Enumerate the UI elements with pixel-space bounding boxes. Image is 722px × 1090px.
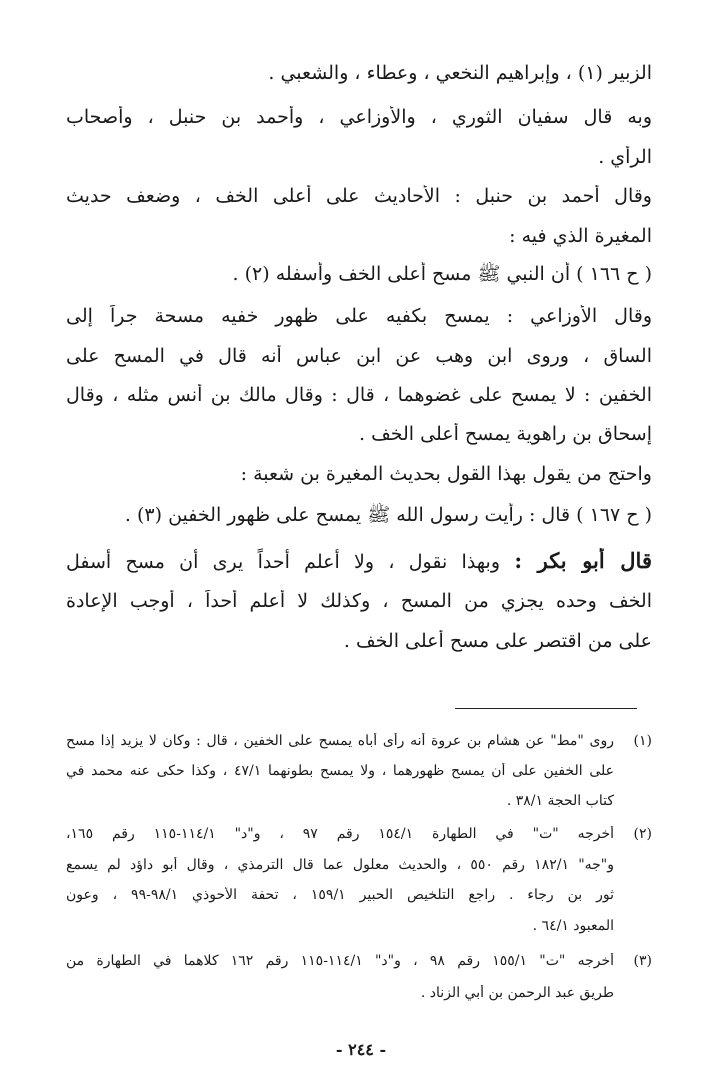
footnote-line: و"جه" ١٨٢/١ رقم ٥٥٠ ، والحديث معلول عما قال الترمذي ، وقال أبو داؤد لم يسمع: [66, 857, 614, 873]
text-span: وبهذا نقول ، ولا أعلم أحداً يرى أن مسح أسفل: [66, 551, 501, 573]
footnote-separator: [455, 708, 637, 709]
text-line: على من اقتصر على مسح أعلى الخف .: [343, 630, 652, 652]
hadith-number: ( ح ١٦٦ ): [576, 263, 652, 285]
hadith-167: [66, 503, 652, 531]
text-line: المغيرة الذي فيه :: [509, 225, 652, 247]
text-line: الخف وحده يجزي من المسح ، وكذلك لا أعلم أحداً ، أوجب الإعادة: [66, 590, 652, 612]
abu-bakr-heading: قال أبو بكر :: [514, 548, 652, 573]
text-line: وبه قال سفيان الثوري ، والأوزاعي ، وأحمد بن حنبل ، وأصحاب: [66, 106, 652, 128]
footnote-line: على الخفين على أن يمسح ظهورهما ، ولا يمسح بطونهما ٤٧/١ ، وكذا حكى عنه محمد في: [66, 763, 614, 779]
text-line: الرأي .: [598, 146, 652, 168]
text-line: وقال الأوزاعي : يمسح بكفيه على ظهور خفيه مسحة جراً إلى: [66, 305, 652, 327]
text-line: الخفين : لا يمسح على غضوهما ، قال : وقال مالك بن أنس مثله ، وقال: [66, 384, 652, 406]
footnote-number: (١): [633, 733, 652, 749]
text-line: الزبير (١) ، وإبراهيم النخعي ، وعطاء ، والشعبي .: [268, 62, 652, 84]
text-line: [66, 548, 652, 573]
text-line: الساق ، وروى ابن وهب عن ابن عباس أنه قال في المسح على: [66, 345, 652, 367]
footnote-line: المعبود ٦٤/١ .: [532, 918, 614, 934]
footnote-line: أخرجه "ت" في الطهارة ١٥٤/١ رقم ٩٧ ، و"د" ١١٤/١-١١٥ رقم ١٦٥،: [66, 826, 614, 842]
text-line: واحتج من يقول بهذا القول بحديث المغيرة بن شعبة :: [240, 463, 652, 485]
hadith-number: ( ح ١٦٧ ): [576, 504, 652, 526]
footnote-number: (٢): [633, 826, 652, 842]
footnote-line: ثور بن رجاء . راجع التلخيص الحبير ١٥٩/١ ، تحفة الأحوذي ٩٨/١-٩٩ ، وعون: [66, 887, 614, 903]
text-line: وقال أحمد بن حنبل : الأحاديث على أعلى الخف ، وضعف حديث: [66, 185, 652, 207]
text-line: إسحاق بن راهوية يمسح أعلى الخف .: [358, 423, 652, 445]
footnote-line: طريق عبد الرحمن بن أبي الزناد .: [420, 985, 614, 1001]
footnote-line: كتاب الحجة ٣٨/١ .: [506, 793, 614, 809]
page-number: - ٢٤٤ -: [335, 1040, 387, 1059]
footnote-number: (٣): [633, 953, 652, 969]
hadith-text: قال : رأيت رسول الله ﷺ يمسح على ظهور الخفين (٣) .: [124, 504, 571, 526]
footnote-line: أخرجه "ت" ١٥٥/١ رقم ٩٨ ، و"د" ١١٤/١-١١٥ رقم ١٦٢ كلاهما في الطهارة من: [66, 953, 614, 969]
hadith-166: [66, 262, 652, 290]
hadith-text: أن النبي ﷺ مسح أعلى الخف وأسفله (٢) .: [232, 263, 571, 285]
footnote-line: روى "مط" عن هشام بن عروة أنه رأى أباه يمسح على الخفين ، قال : وكان لا يزيد إذا مسح: [66, 733, 614, 749]
